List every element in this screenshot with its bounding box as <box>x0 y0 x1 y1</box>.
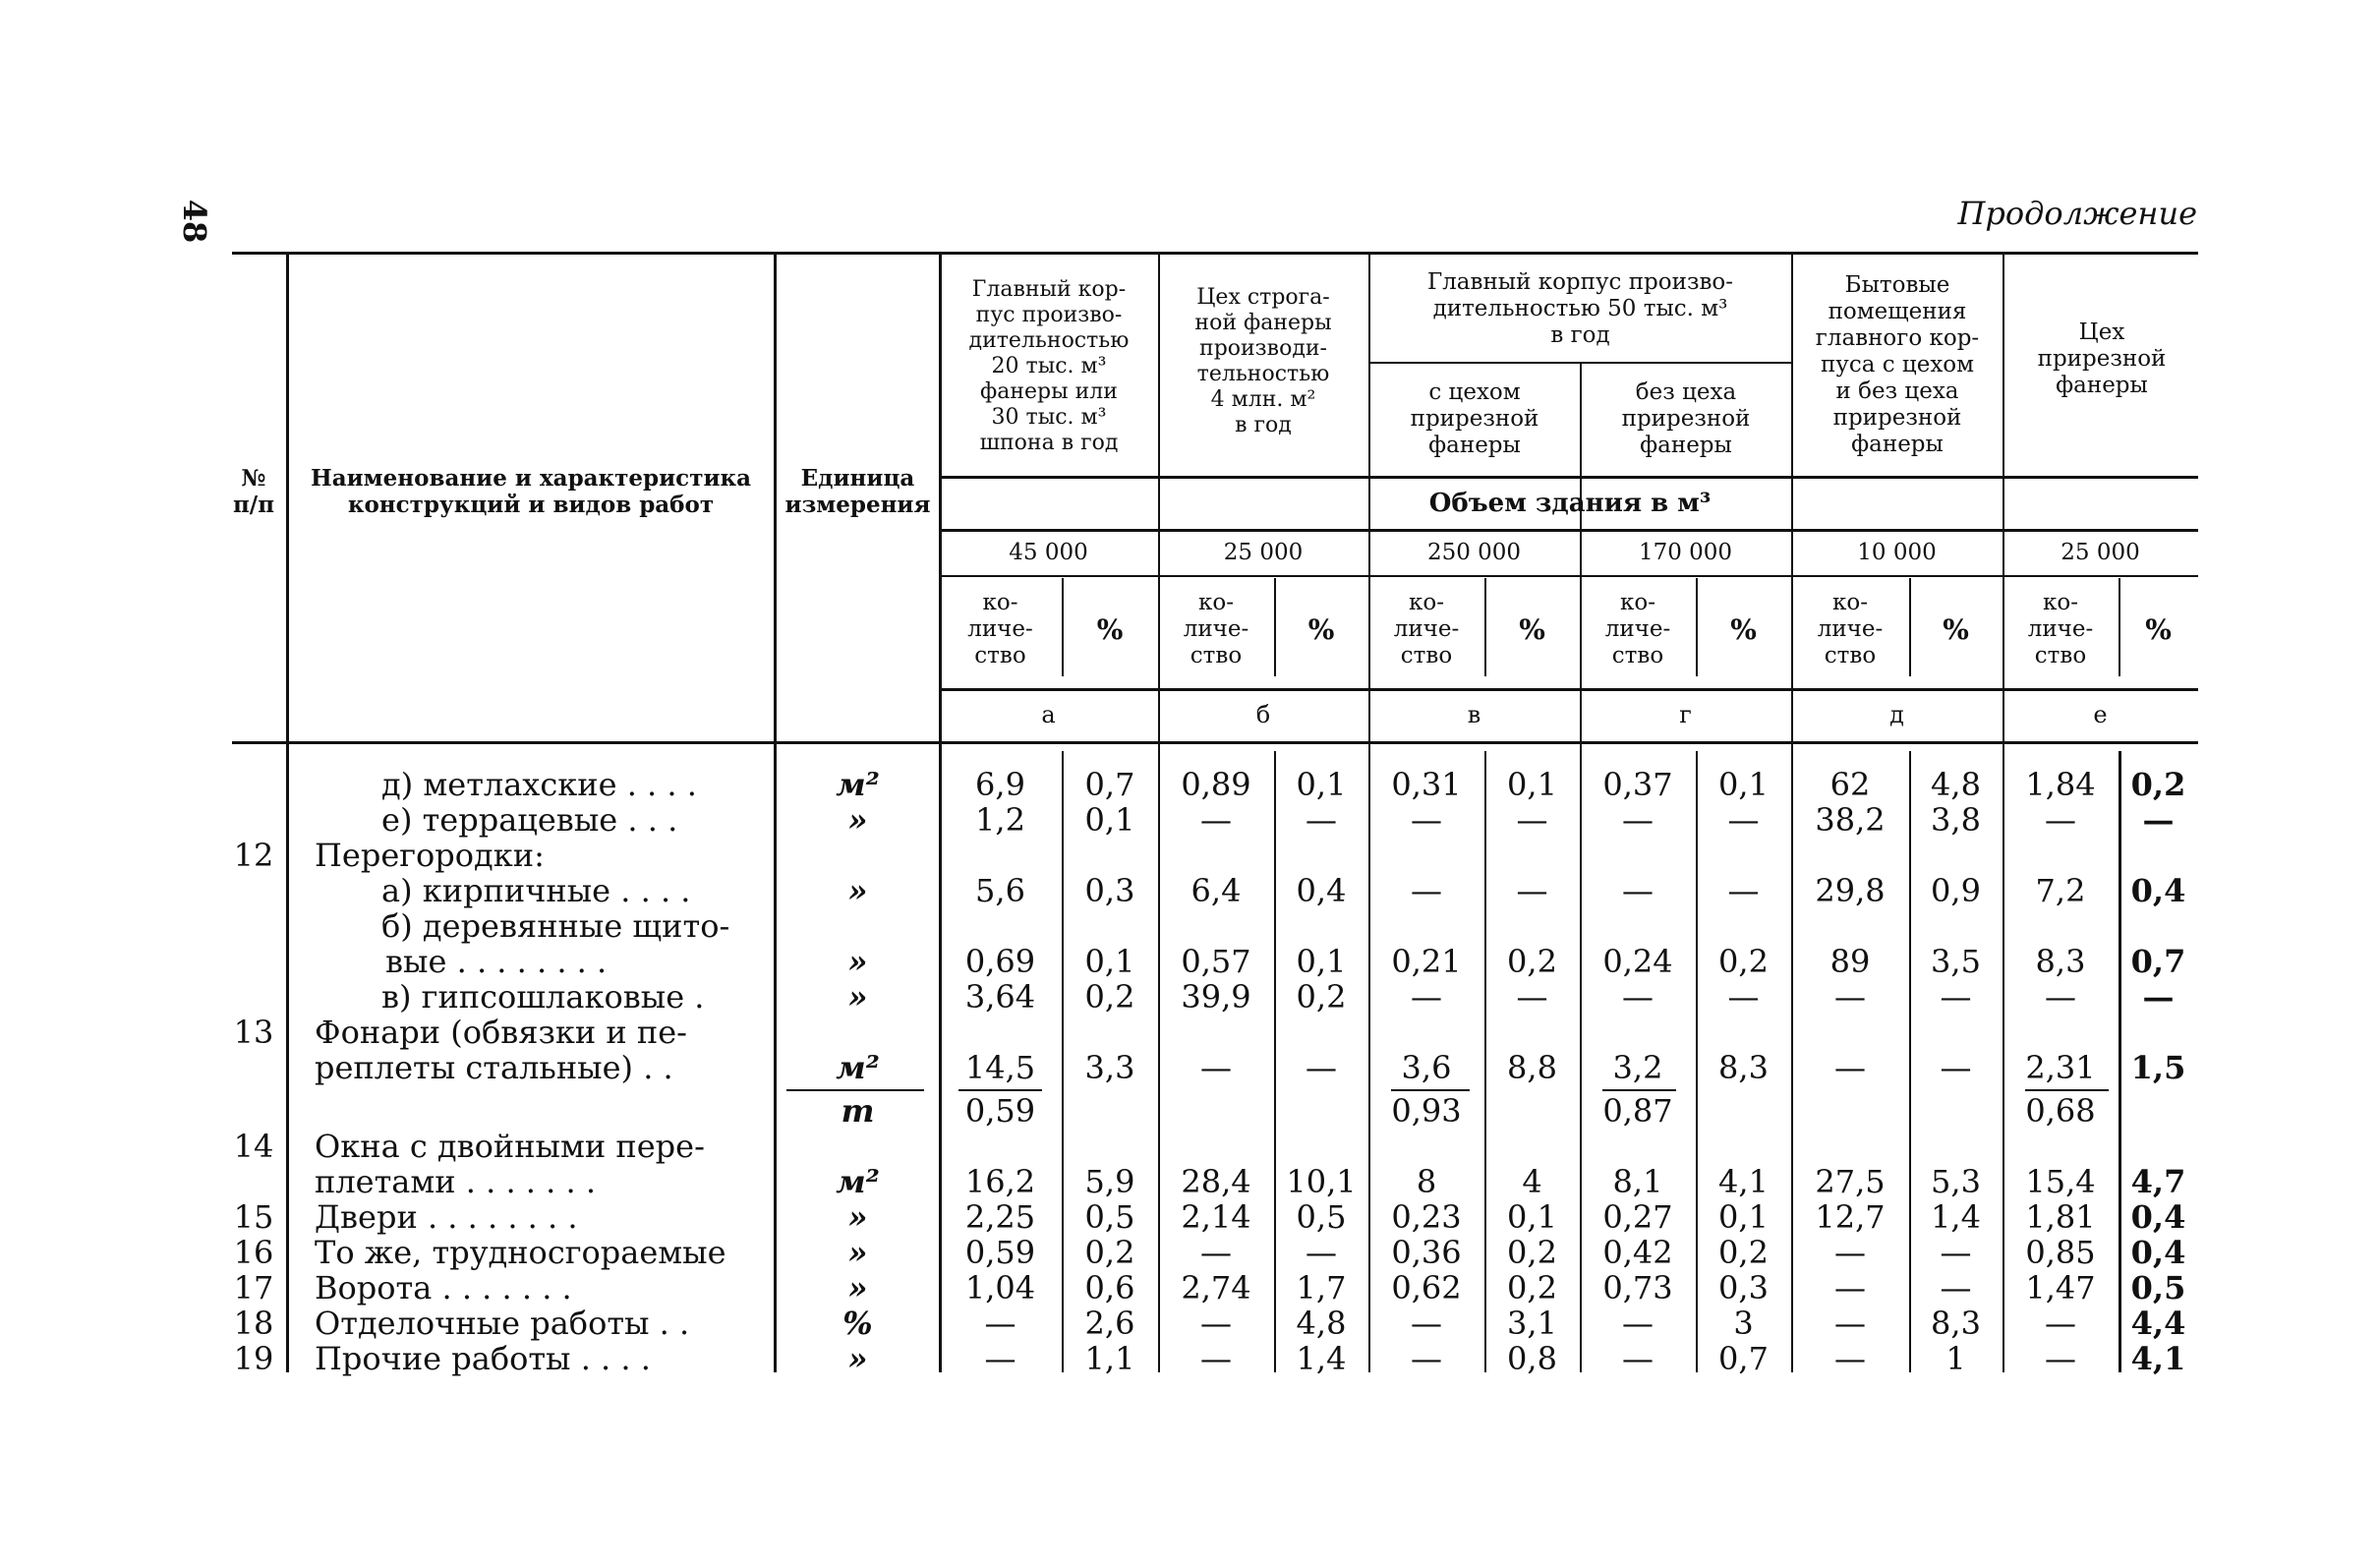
header-name: Наименование и характеристика конструкций и видов работ <box>310 465 752 518</box>
row-unit: м² <box>836 1049 880 1086</box>
quantity-value: 29,8 <box>1815 872 1886 909</box>
percent-value: — <box>2142 801 2175 839</box>
percent-value: 0,1 <box>1718 1198 1769 1236</box>
quantity-value: 0,89 <box>1181 766 1251 803</box>
fraction-line <box>1602 1089 1676 1091</box>
percent-value: 2,6 <box>1084 1305 1135 1342</box>
quantity-value: — <box>1622 1340 1654 1377</box>
quantity-value: 0,69 <box>964 943 1036 980</box>
quantity-value: — <box>984 1340 1016 1377</box>
quantity-value: 1,47 <box>2025 1269 2096 1307</box>
percent-value: 4,8 <box>1296 1305 1347 1342</box>
quantity-value: — <box>1200 1340 1232 1377</box>
row-name: реплеты стальные) . . <box>315 1049 673 1086</box>
percent-label-d: % <box>1943 612 1969 646</box>
quantity-value: 7,2 <box>2035 872 2086 909</box>
row-unit: м² <box>836 1163 880 1200</box>
column-letter-a: а <box>1041 700 1056 728</box>
row-number: 16 <box>233 1234 274 1271</box>
quantity-value: 0,59 <box>964 1234 1036 1271</box>
percent-value: — <box>2142 978 2175 1016</box>
row-number: 19 <box>233 1340 274 1377</box>
row-name: в) гипсошлаковые . <box>381 978 705 1016</box>
percent-label-v: % <box>1519 612 1545 646</box>
column-letter-b: б <box>1255 700 1271 728</box>
row-unit: » <box>847 1234 868 1271</box>
quantity-value: — <box>1834 1340 1866 1377</box>
quantity-label-v: ко- личе- ство <box>1393 589 1460 668</box>
quantity-value: — <box>1411 1305 1442 1342</box>
percent-value: 4,1 <box>1718 1163 1769 1200</box>
row-name: плетами . . . . . . . <box>315 1163 596 1200</box>
volume-g: 170 000 <box>1638 539 1733 565</box>
percent-value: 0,2 <box>1507 1269 1557 1307</box>
quantity-label-g: ко- личе- ство <box>1604 589 1671 668</box>
quantity-value: 0,93 <box>1391 1092 1462 1130</box>
percent-value: 8,8 <box>1507 1049 1557 1086</box>
percent-value: 1,4 <box>1931 1198 1981 1236</box>
quantity-value: — <box>1200 1234 1232 1271</box>
continuation-title: Продолжение <box>1957 195 2197 232</box>
percent-value: 8,3 <box>1718 1049 1769 1086</box>
fraction-line <box>958 1089 1042 1091</box>
percent-value: 3,8 <box>1931 801 1981 839</box>
percent-value: 10,1 <box>1286 1163 1357 1200</box>
percent-value: 8,3 <box>1931 1305 1981 1342</box>
percent-value: 0,1 <box>1296 766 1347 803</box>
percent-value: 0,1 <box>1084 801 1135 839</box>
volume-a: 45 000 <box>1009 539 1088 565</box>
quantity-label-e: ко- личе- ство <box>2027 589 2094 668</box>
quantity-value: 1,84 <box>2025 766 2096 803</box>
quantity-value: 3,64 <box>964 978 1036 1016</box>
row-unit: » <box>847 1198 868 1236</box>
header-bottom-rule <box>232 741 2198 744</box>
quantity-value: 0,62 <box>1391 1269 1462 1307</box>
percent-value: 1,7 <box>1296 1269 1347 1307</box>
row-name: а) кирпичные . . . . <box>381 872 691 909</box>
table-top-rule <box>232 252 2198 255</box>
percent-value: 4,1 <box>2130 1340 2186 1377</box>
percent-label-b: % <box>1307 612 1335 646</box>
percent-value: 1,1 <box>1084 1340 1135 1377</box>
quantity-value: 0,73 <box>1602 1269 1673 1307</box>
percent-value: 0,3 <box>1084 872 1135 909</box>
row-name: Прочие работы . . . . <box>315 1340 651 1377</box>
quantity-value: 89 <box>1829 943 1871 980</box>
percent-value: 4,7 <box>2130 1163 2186 1200</box>
quantity-value: 6,4 <box>1190 872 1242 909</box>
percent-value: 0,2 <box>1084 1234 1135 1271</box>
percent-value: 3,1 <box>1507 1305 1557 1342</box>
row-name: Двери . . . . . . . . <box>315 1198 578 1236</box>
percent-value: 4,8 <box>1931 766 1981 803</box>
quantity-value: 0,36 <box>1391 1234 1462 1271</box>
percent-value: 0,2 <box>1084 978 1135 1016</box>
percent-value: 0,2 <box>1718 1234 1769 1271</box>
percent-value: — <box>1516 801 1548 839</box>
header-group-vg: Главный корпус произво- дительностью 50 тыс. м³ в год <box>1426 268 1734 348</box>
quantity-value: 0,37 <box>1602 766 1673 803</box>
header-group-b: Цех строга- ной фанеры производи- тельностью 4 млн. м² в год <box>1194 285 1332 437</box>
quantity-value: — <box>1834 1049 1866 1086</box>
percent-value: 1,5 <box>2130 1049 2186 1086</box>
percent-value: 0,7 <box>1718 1340 1769 1377</box>
quantity-value: 1,2 <box>975 801 1025 839</box>
percent-value: 0,1 <box>1296 943 1347 980</box>
quantity-value: — <box>2045 1340 2076 1377</box>
quantity-value: 6,9 <box>975 766 1025 803</box>
quantity-value: 14,5 <box>964 1049 1036 1086</box>
percent-value: 0,5 <box>1084 1198 1135 1236</box>
percent-label-a: % <box>1096 612 1124 646</box>
quantity-value: — <box>1200 1049 1232 1086</box>
quantity-value: 5,6 <box>975 872 1025 909</box>
row-unit: » <box>847 943 868 980</box>
percent-value: 4,4 <box>2130 1305 2186 1342</box>
percent-value: 0,9 <box>1931 872 1981 909</box>
percent-value: 0,1 <box>1507 766 1557 803</box>
row-unit: м² <box>836 766 880 803</box>
percent-value: 5,3 <box>1931 1163 1981 1200</box>
quantity-value: 0,42 <box>1602 1234 1673 1271</box>
percent-value: 0,2 <box>1507 1234 1557 1271</box>
row-unit: » <box>847 978 868 1016</box>
percent-value: 0,4 <box>2130 1234 2186 1271</box>
row-name: Перегородки: <box>315 837 545 874</box>
quantity-value: 2,14 <box>1181 1198 1251 1236</box>
percent-value: — <box>1516 978 1548 1016</box>
fraction-line <box>2025 1089 2109 1091</box>
row-name: б) деревянные щито- <box>381 907 730 945</box>
quantity-value: 2,31 <box>2025 1049 2096 1086</box>
fraction-line <box>786 1089 924 1091</box>
header-group-g: без цеха прирезной фанеры <box>1621 378 1751 458</box>
quantity-value: — <box>1411 1340 1442 1377</box>
quantity-label-b: ко- личе- ство <box>1183 589 1249 668</box>
row-unit: » <box>847 801 868 839</box>
rule-above-letters <box>939 688 2198 691</box>
quantity-value: 27,5 <box>1815 1163 1886 1200</box>
percent-value: 0,7 <box>2130 943 2186 980</box>
volume-d: 10 000 <box>1857 539 1937 565</box>
percent-value: 0,5 <box>2130 1269 2186 1307</box>
row-number: 18 <box>233 1305 274 1342</box>
quantity-value: — <box>1200 801 1232 839</box>
header-volume-label: Объем здания в м³ <box>1428 488 1712 518</box>
percent-value: 1 <box>1945 1340 1966 1377</box>
volume-v: 250 000 <box>1426 539 1522 565</box>
percent-value: 4 <box>1522 1163 1542 1200</box>
row-name: Окна с двойными пере- <box>315 1128 705 1165</box>
quantity-value: 0,31 <box>1391 766 1462 803</box>
header-unit: Единица измерения <box>784 465 931 518</box>
row-name: д) метлахские . . . . <box>381 766 697 803</box>
percent-value: 0,2 <box>1507 943 1557 980</box>
row-name: Отделочные работы . . <box>315 1305 690 1342</box>
row-name: Ворота . . . . . . . <box>315 1269 572 1307</box>
header-group-e: Цех прирезной фанеры <box>2037 319 2167 398</box>
column-letter-e: е <box>2093 700 2108 728</box>
percent-value: — <box>1727 978 1760 1016</box>
row-number: 15 <box>233 1198 274 1236</box>
header-group-v: с цехом прирезной фанеры <box>1410 378 1539 458</box>
row-name: вые . . . . . . . . <box>385 943 608 980</box>
percent-value: 5,9 <box>1084 1163 1135 1200</box>
quantity-value: — <box>2045 801 2076 839</box>
quantity-value: — <box>1622 801 1654 839</box>
quantity-value: 3,2 <box>1612 1049 1663 1086</box>
column-letter-v: в <box>1467 700 1481 728</box>
quantity-value: 8,3 <box>2035 943 2086 980</box>
quantity-value: 0,23 <box>1391 1198 1462 1236</box>
quantity-value: — <box>1834 1234 1866 1271</box>
percent-value: 3,3 <box>1084 1049 1135 1086</box>
quantity-value: 8 <box>1416 1163 1437 1200</box>
quantity-value: — <box>984 1305 1016 1342</box>
percent-value: — <box>1516 872 1548 909</box>
row-name: Фонари (обвязки и пе- <box>315 1014 687 1051</box>
quantity-value: 12,7 <box>1815 1198 1886 1236</box>
percent-label-g: % <box>1730 612 1757 646</box>
quantity-value: 0,24 <box>1602 943 1673 980</box>
percent-value: 0,1 <box>1507 1198 1557 1236</box>
quantity-value: 38,2 <box>1815 801 1886 839</box>
quantity-value: 1,04 <box>964 1269 1036 1307</box>
quantity-value: 0,68 <box>2025 1092 2096 1130</box>
quantity-value: — <box>1834 1269 1866 1307</box>
quantity-label-d: ко- личе- ство <box>1817 589 1884 668</box>
quantity-value: 0,57 <box>1181 943 1251 980</box>
percent-value: — <box>1940 1049 1972 1086</box>
percent-value: — <box>1306 1234 1337 1271</box>
quantity-value: 0,27 <box>1602 1198 1673 1236</box>
page-number: 48 <box>176 199 213 244</box>
percent-value: 0,1 <box>1718 766 1769 803</box>
percent-value: 0,1 <box>1084 943 1135 980</box>
quantity-value: 1,81 <box>2025 1198 2096 1236</box>
percent-value: — <box>1727 872 1760 909</box>
quantity-value: 0,21 <box>1391 943 1462 980</box>
quantity-value: — <box>1622 978 1654 1016</box>
percent-value: — <box>1306 801 1337 839</box>
percent-value: 0,4 <box>1296 872 1347 909</box>
percent-value: — <box>1306 1049 1337 1086</box>
rule-above-volume <box>939 476 2198 479</box>
row-name: То же, трудносгораемые <box>315 1234 726 1271</box>
quantity-value: 16,2 <box>964 1163 1036 1200</box>
volume-e: 25 000 <box>2061 539 2140 565</box>
quantity-value: 8,1 <box>1612 1163 1663 1200</box>
percent-label-e: % <box>2145 612 2172 646</box>
percent-value: 0,2 <box>1718 943 1769 980</box>
quantity-value: 2,25 <box>964 1198 1036 1236</box>
row-unit: » <box>847 1269 868 1307</box>
row-unit: » <box>847 1340 868 1377</box>
percent-value: 0,2 <box>1296 978 1347 1016</box>
quantity-value: — <box>1411 978 1442 1016</box>
quantity-value: — <box>1411 872 1442 909</box>
percent-value: 0,4 <box>2130 1198 2186 1236</box>
quantity-value: 39,9 <box>1181 978 1251 1016</box>
percent-value: — <box>1940 978 1972 1016</box>
quantity-value: 15,4 <box>2025 1163 2096 1200</box>
quantity-value: — <box>1834 978 1866 1016</box>
vrule-left <box>286 252 289 1372</box>
percent-value: 3,5 <box>1931 943 1981 980</box>
quantity-value: — <box>1411 801 1442 839</box>
column-letter-d: д <box>1889 700 1904 728</box>
quantity-value: 0,59 <box>964 1092 1036 1130</box>
row-unit: т <box>841 1092 875 1130</box>
row-number: 13 <box>233 1014 274 1051</box>
quantity-value: 62 <box>1829 766 1871 803</box>
percent-value: 0,6 <box>1084 1269 1135 1307</box>
percent-value: 0,2 <box>2130 766 2186 803</box>
quantity-value: — <box>2045 978 2076 1016</box>
quantity-value: — <box>1622 1305 1654 1342</box>
volume-b: 25 000 <box>1223 539 1304 565</box>
row-number: 14 <box>233 1128 274 1165</box>
column-letter-g: г <box>1679 700 1692 728</box>
quantity-label-a: ко- личе- ство <box>967 589 1033 668</box>
percent-value: 3 <box>1733 1305 1754 1342</box>
header-group-a: Главный кор- пус произво- дительностью 20 тыс. м³ фанеры или 30 тыс. м³ шпона в год <box>968 277 1130 455</box>
percent-value: 0,4 <box>2130 872 2186 909</box>
quantity-value: 0,85 <box>2025 1234 2096 1271</box>
header-group-d: Бытовые помещения главного кор- пуса с цехом и без цеха прирезной фанеры <box>1815 271 1980 457</box>
fraction-line <box>1391 1089 1470 1091</box>
row-number: 17 <box>233 1269 274 1307</box>
quantity-value: — <box>1622 872 1654 909</box>
percent-value: — <box>1727 801 1760 839</box>
row-number: 12 <box>233 837 274 874</box>
quantity-value: — <box>2045 1305 2076 1342</box>
percent-value: — <box>1940 1234 1972 1271</box>
percent-value: 0,5 <box>1296 1198 1347 1236</box>
percent-value: 1,4 <box>1296 1340 1347 1377</box>
row-unit: » <box>847 872 868 909</box>
quantity-value: — <box>1200 1305 1232 1342</box>
percent-value: 0,3 <box>1718 1269 1769 1307</box>
quantity-value: — <box>1834 1305 1866 1342</box>
percent-value: — <box>1940 1269 1972 1307</box>
quantity-value: 2,74 <box>1181 1269 1251 1307</box>
row-name: е) террацевые . . . <box>381 801 678 839</box>
percent-value: 0,7 <box>1084 766 1135 803</box>
quantity-value: 3,6 <box>1401 1049 1452 1086</box>
rule-under-volumes <box>939 575 2198 577</box>
quantity-value: 0,87 <box>1602 1092 1673 1130</box>
quantity-value: 28,4 <box>1181 1163 1251 1200</box>
header-number: № п/п <box>232 465 275 518</box>
percent-value: 0,8 <box>1507 1340 1557 1377</box>
row-unit: % <box>842 1305 873 1342</box>
